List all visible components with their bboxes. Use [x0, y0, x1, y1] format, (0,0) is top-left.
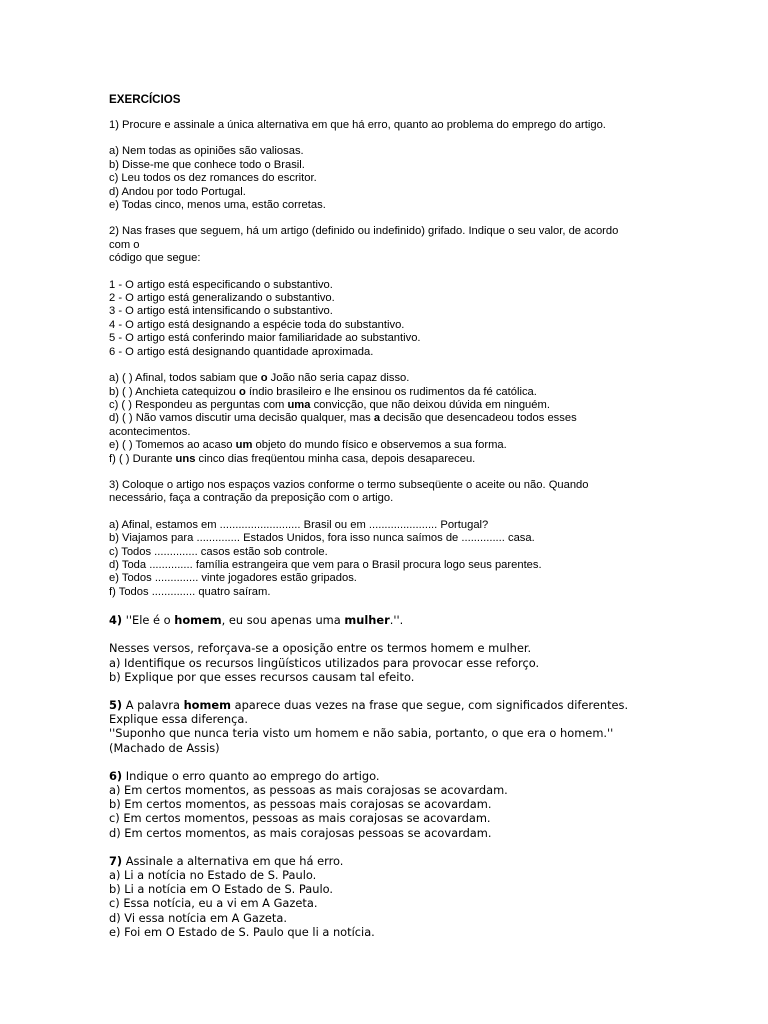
question-3-option: a) Afinal, estamos em .......................... Brasil ou em ...................... Portugal? [109, 518, 489, 531]
question-2-sentence: d) ( ) Não vamos discutir uma decisão qualquer, mas a decisão que desencadeou todos esses [109, 412, 577, 425]
question-2 [109, 225, 649, 466]
question-4-text: Nesses versos, reforçava-se a oposição entre os termos homem e mulher. [109, 641, 532, 656]
question-6-prompt: 6) Indique o erro quanto ao emprego do artigo. [109, 768, 380, 783]
question-3-prompt: 3) Coloque o artigo nos espaços vazios conforme o termo subseqüente o aceite ou não. Quando [109, 478, 589, 491]
question-3-option: e) Todos .............. vinte jogadores estão gripados. [109, 572, 357, 585]
question-5-text: (Machado de Assis) [109, 740, 220, 755]
question-7 [109, 854, 649, 939]
question-6-option: c) Em certos momentos, pessoas as mais corajosas se acovardam. [109, 811, 491, 826]
question-1-option: c) Leu todos os dez romances do escritor. [109, 172, 317, 185]
question-2-prompt: 2) Nas frases que seguem, há um artigo (definido ou indefinido) grifado. Indique o seu valor, de acordo [109, 225, 619, 238]
question-3 [109, 479, 649, 599]
question-6-option: b) Em certos momentos, as pessoas mais corajosas se acovardam. [109, 797, 492, 812]
question-1-option: a) Nem todas as opiniões são valiosas. [109, 145, 304, 158]
question-6-option: a) Em certos momentos, as pessoas as mais corajosas se acovardam. [109, 783, 508, 798]
question-4 [109, 613, 649, 684]
question-5-text: ''Suponho que nunca teria visto um homem e não sabia, portanto, o que era o homem.'' [109, 726, 614, 741]
question-3-option: f) Todos .............. quatro saíram. [109, 585, 271, 598]
question-7-option: c) Essa notícia, eu a vi em A Gazeta. [109, 896, 318, 911]
question-1-option: b) Disse-me que conhece todo o Brasil. [109, 158, 305, 171]
code-item: 2 - O artigo está generalizando o substantivo. [109, 292, 335, 305]
question-7-option: e) Foi em O Estado de S. Paulo que li a notícia. [109, 924, 375, 939]
question-3-option: c) Todos .............. casos estão sob controle. [109, 545, 328, 558]
question-6-option: d) Em certos momentos, as mais corajosas pessoas se acovardam. [109, 825, 492, 840]
question-7-option: b) Li a notícia em O Estado de S. Paulo. [109, 882, 334, 897]
question-3-option: b) Viajamos para .............. Estados Unidos, fora isso nunca saímos de .............. casa. [109, 532, 535, 545]
question-3-option: d) Toda .............. família estrangeira que vem para o Brasil procura logo seus parentes. [109, 558, 542, 571]
question-4-text: b) Explique por que esses recursos causam tal efeito. [109, 669, 415, 684]
question-2-sentence: a) ( ) Afinal, todos sabiam que o João não seria capaz disso. [109, 372, 410, 385]
question-1 [109, 119, 649, 212]
question-5 [109, 698, 649, 755]
question-2-sentence: e) ( ) Tomemos ao acaso um objeto do mundo físico e observemos a sua forma. [109, 439, 507, 452]
question-7-option: d) Vi essa notícia em A Gazeta. [109, 910, 287, 925]
question-2-sentence: f) ( ) Durante uns cinco dias freqüentou minha casa, depois desapareceu. [109, 452, 476, 465]
question-2-sentence: b) ( ) Anchieta catequizou o índio brasileiro e lhe ensinou os rudimentos da fé católica. [109, 385, 537, 398]
question-2-prompt: código que segue: [109, 252, 201, 265]
question-1-option: e) Todas cinco, menos uma, estão corretas. [109, 199, 326, 212]
code-item: 3 - O artigo está intensificando o substantivo. [109, 305, 333, 318]
question-2-sentence: c) ( ) Respondeu as perguntas com uma convicção, que não deixou dúvida em ninguém. [109, 398, 550, 411]
question-2-prompt: com o [109, 238, 140, 251]
question-5-text: Explique essa diferença. [109, 712, 248, 727]
question-7-option: a) Li a notícia no Estado de S. Paulo. [109, 868, 317, 883]
question-7-prompt: 7) Assinale a alternativa em que há erro. [109, 853, 344, 868]
code-item: 6 - O artigo está designando quantidade aproximada. [109, 345, 374, 358]
question-2-sentence: acontecimentos. [109, 425, 191, 438]
code-item: 1 - O artigo está especificando o substantivo. [109, 278, 333, 291]
question-6 [109, 769, 649, 840]
question-1-prompt: 1) Procure e assinale a única alternativa em que há erro, quanto ao problema do emprego do artigo. [109, 119, 606, 131]
code-item: 4 - O artigo está designando a espécie toda do substantivo. [109, 318, 405, 331]
question-5-prompt: 5) A palavra homem aparece duas vezes na frase que segue, com significados diferentes. [109, 698, 629, 712]
question-4-text: a) Identifique os recursos lingüísticos utilizados para provocar esse reforço. [109, 655, 540, 670]
question-3-prompt: necessário, faça a contração da preposição com o artigo. [109, 492, 394, 505]
question-1-option: d) Andou por todo Portugal. [109, 185, 246, 198]
document-page [109, 93, 649, 939]
page-title: EXERCÍCIOS [109, 93, 181, 106]
code-item: 5 - O artigo está conferindo maior familiaridade ao substantivo. [109, 332, 421, 345]
question-4-quote: 4) ''Ele é o homem, eu sou apenas uma mulher.''. [109, 613, 404, 628]
